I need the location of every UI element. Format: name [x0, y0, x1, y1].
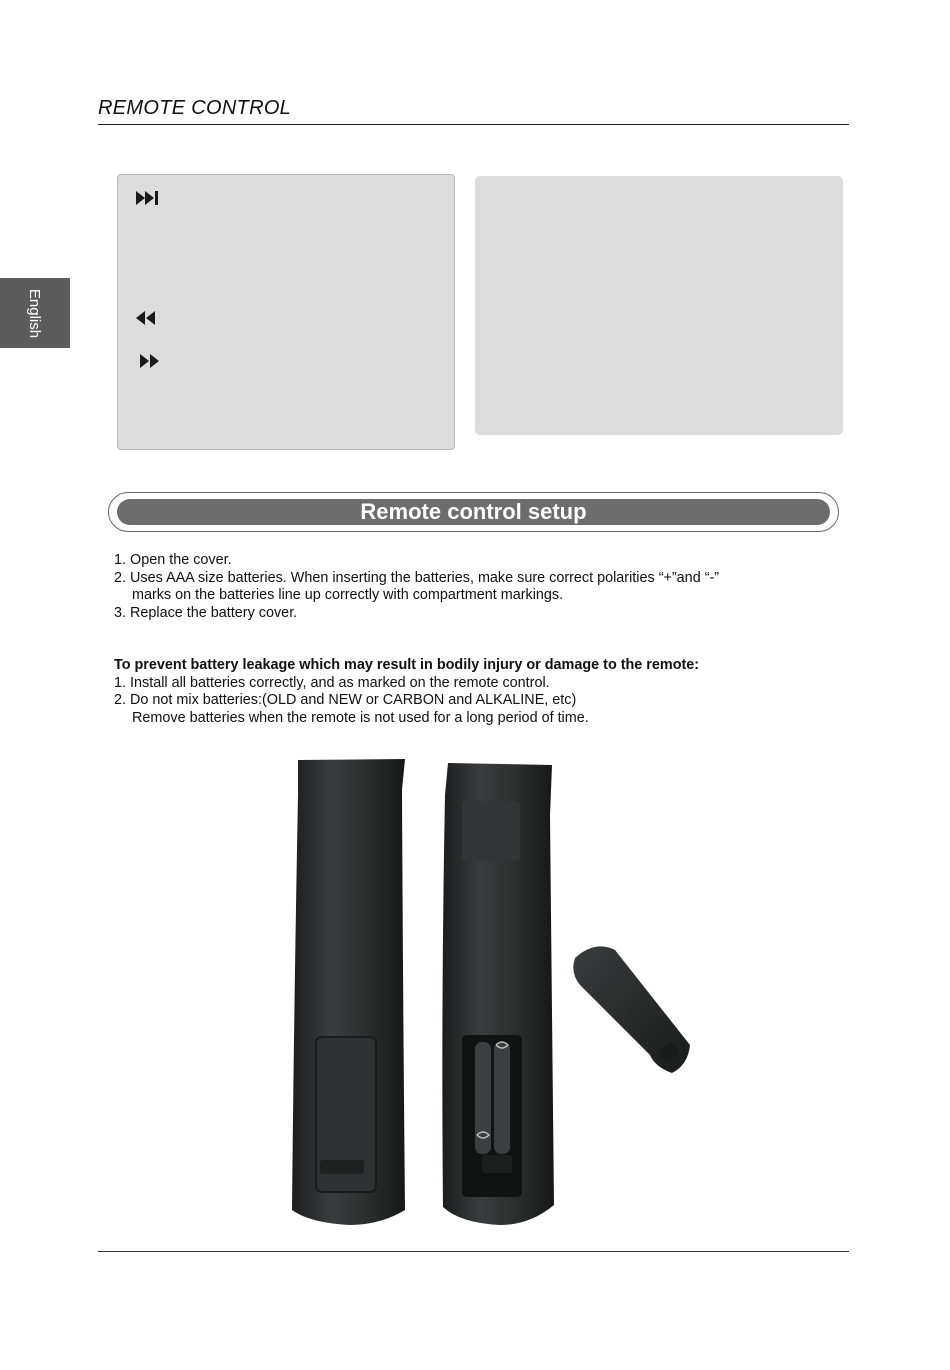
warning-item: 1. Install all batteries correctly, and as marked on the remote control.	[114, 674, 550, 691]
battery-warnings	[114, 657, 834, 727]
header-divider	[98, 124, 849, 125]
setup-steps	[114, 552, 834, 622]
rewind-icon	[135, 310, 157, 326]
setup-step-continuation: marks on the batteries line up correctly with compartment markings.	[132, 587, 564, 603]
battery-slot	[475, 1042, 491, 1154]
setup-step: 1. Open the cover.	[114, 552, 232, 568]
warning-item-continuation: Remove batteries when the remote is not used for a long period of time.	[132, 709, 589, 726]
footer-divider	[98, 1251, 849, 1252]
setup-step: 3. Replace the battery cover.	[114, 604, 298, 621]
button-description-panel-left	[117, 174, 455, 450]
setup-step: 2. Uses AAA size batteries. When inserting the batteries, make sure correct polarities “+”and “-”	[114, 569, 720, 586]
warning-item: 2. Do not mix batteries:(OLD and NEW or CARBON and ALKALINE, etc)	[114, 692, 577, 708]
remote-battery-photo	[280, 755, 700, 1230]
battery-cover	[573, 946, 690, 1073]
fast-forward-icon	[139, 353, 161, 369]
battery-slot	[494, 1042, 510, 1154]
language-tab[interactable]	[0, 278, 70, 348]
section-banner	[108, 492, 839, 532]
remote-back-open	[442, 763, 554, 1225]
language-tab-label: English	[26, 288, 44, 338]
button-description-panel-right	[475, 176, 843, 435]
section-title: Remote control setup	[360, 499, 587, 524]
next-track-icon	[136, 190, 160, 206]
remote-back-closed	[292, 759, 405, 1225]
section-banner-pill	[117, 499, 830, 525]
warning-heading: To prevent battery leakage which may result in bodily injury or damage to the remote:	[114, 657, 700, 673]
page-title: REMOTE CONTROL	[98, 97, 292, 119]
